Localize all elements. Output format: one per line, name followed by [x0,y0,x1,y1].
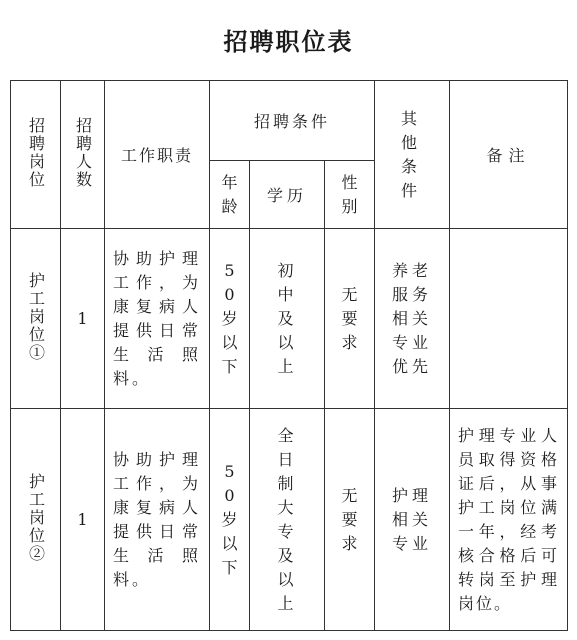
header-remarks: 备注 [450,81,568,229]
cell-gender: 无要求 [325,409,375,631]
header-position: 招聘岗位 [11,81,61,229]
cell-position: 护工岗位② [11,409,61,631]
cell-age: 50岁以下 [210,229,250,409]
cell-other: 护理相关专业 [375,409,450,631]
cell-other: 养老服务相关专业优先 [375,229,450,409]
recruitment-table [10,80,568,631]
header-age: 年龄 [210,161,250,229]
cell-duty: 协助护理工作，为康复病人提供日常生活照料。 [105,409,210,631]
cell-duty: 协助护理工作，为康复病人提供日常生活照料。 [105,229,210,409]
cell-age: 50岁以下 [210,409,250,631]
cell-gender: 无要求 [325,229,375,409]
cell-education: 全日制大专及以上 [250,409,325,631]
header-education: 学历 [250,161,325,229]
header-row-1 [11,81,568,161]
header-duty: 工作职责 [105,81,210,229]
cell-remarks [450,229,568,409]
header-conditions: 招聘条件 [210,81,375,161]
header-other: 其他条件 [375,81,450,229]
header-gender: 性别 [325,161,375,229]
cell-position: 护工岗位① [11,229,61,409]
cell-education: 初中及以上 [250,229,325,409]
table-row [11,229,568,409]
cell-count: 1 [61,229,105,409]
page-title: 招聘职位表 [223,28,354,56]
header-count: 招聘人数 [61,81,105,229]
cell-count: 1 [61,409,105,631]
table-row [11,409,568,631]
cell-remarks: 护理专业人员取得资格证后，从事护工岗位满一年，经考核合格后可转岗至护理岗位。 [450,409,568,631]
